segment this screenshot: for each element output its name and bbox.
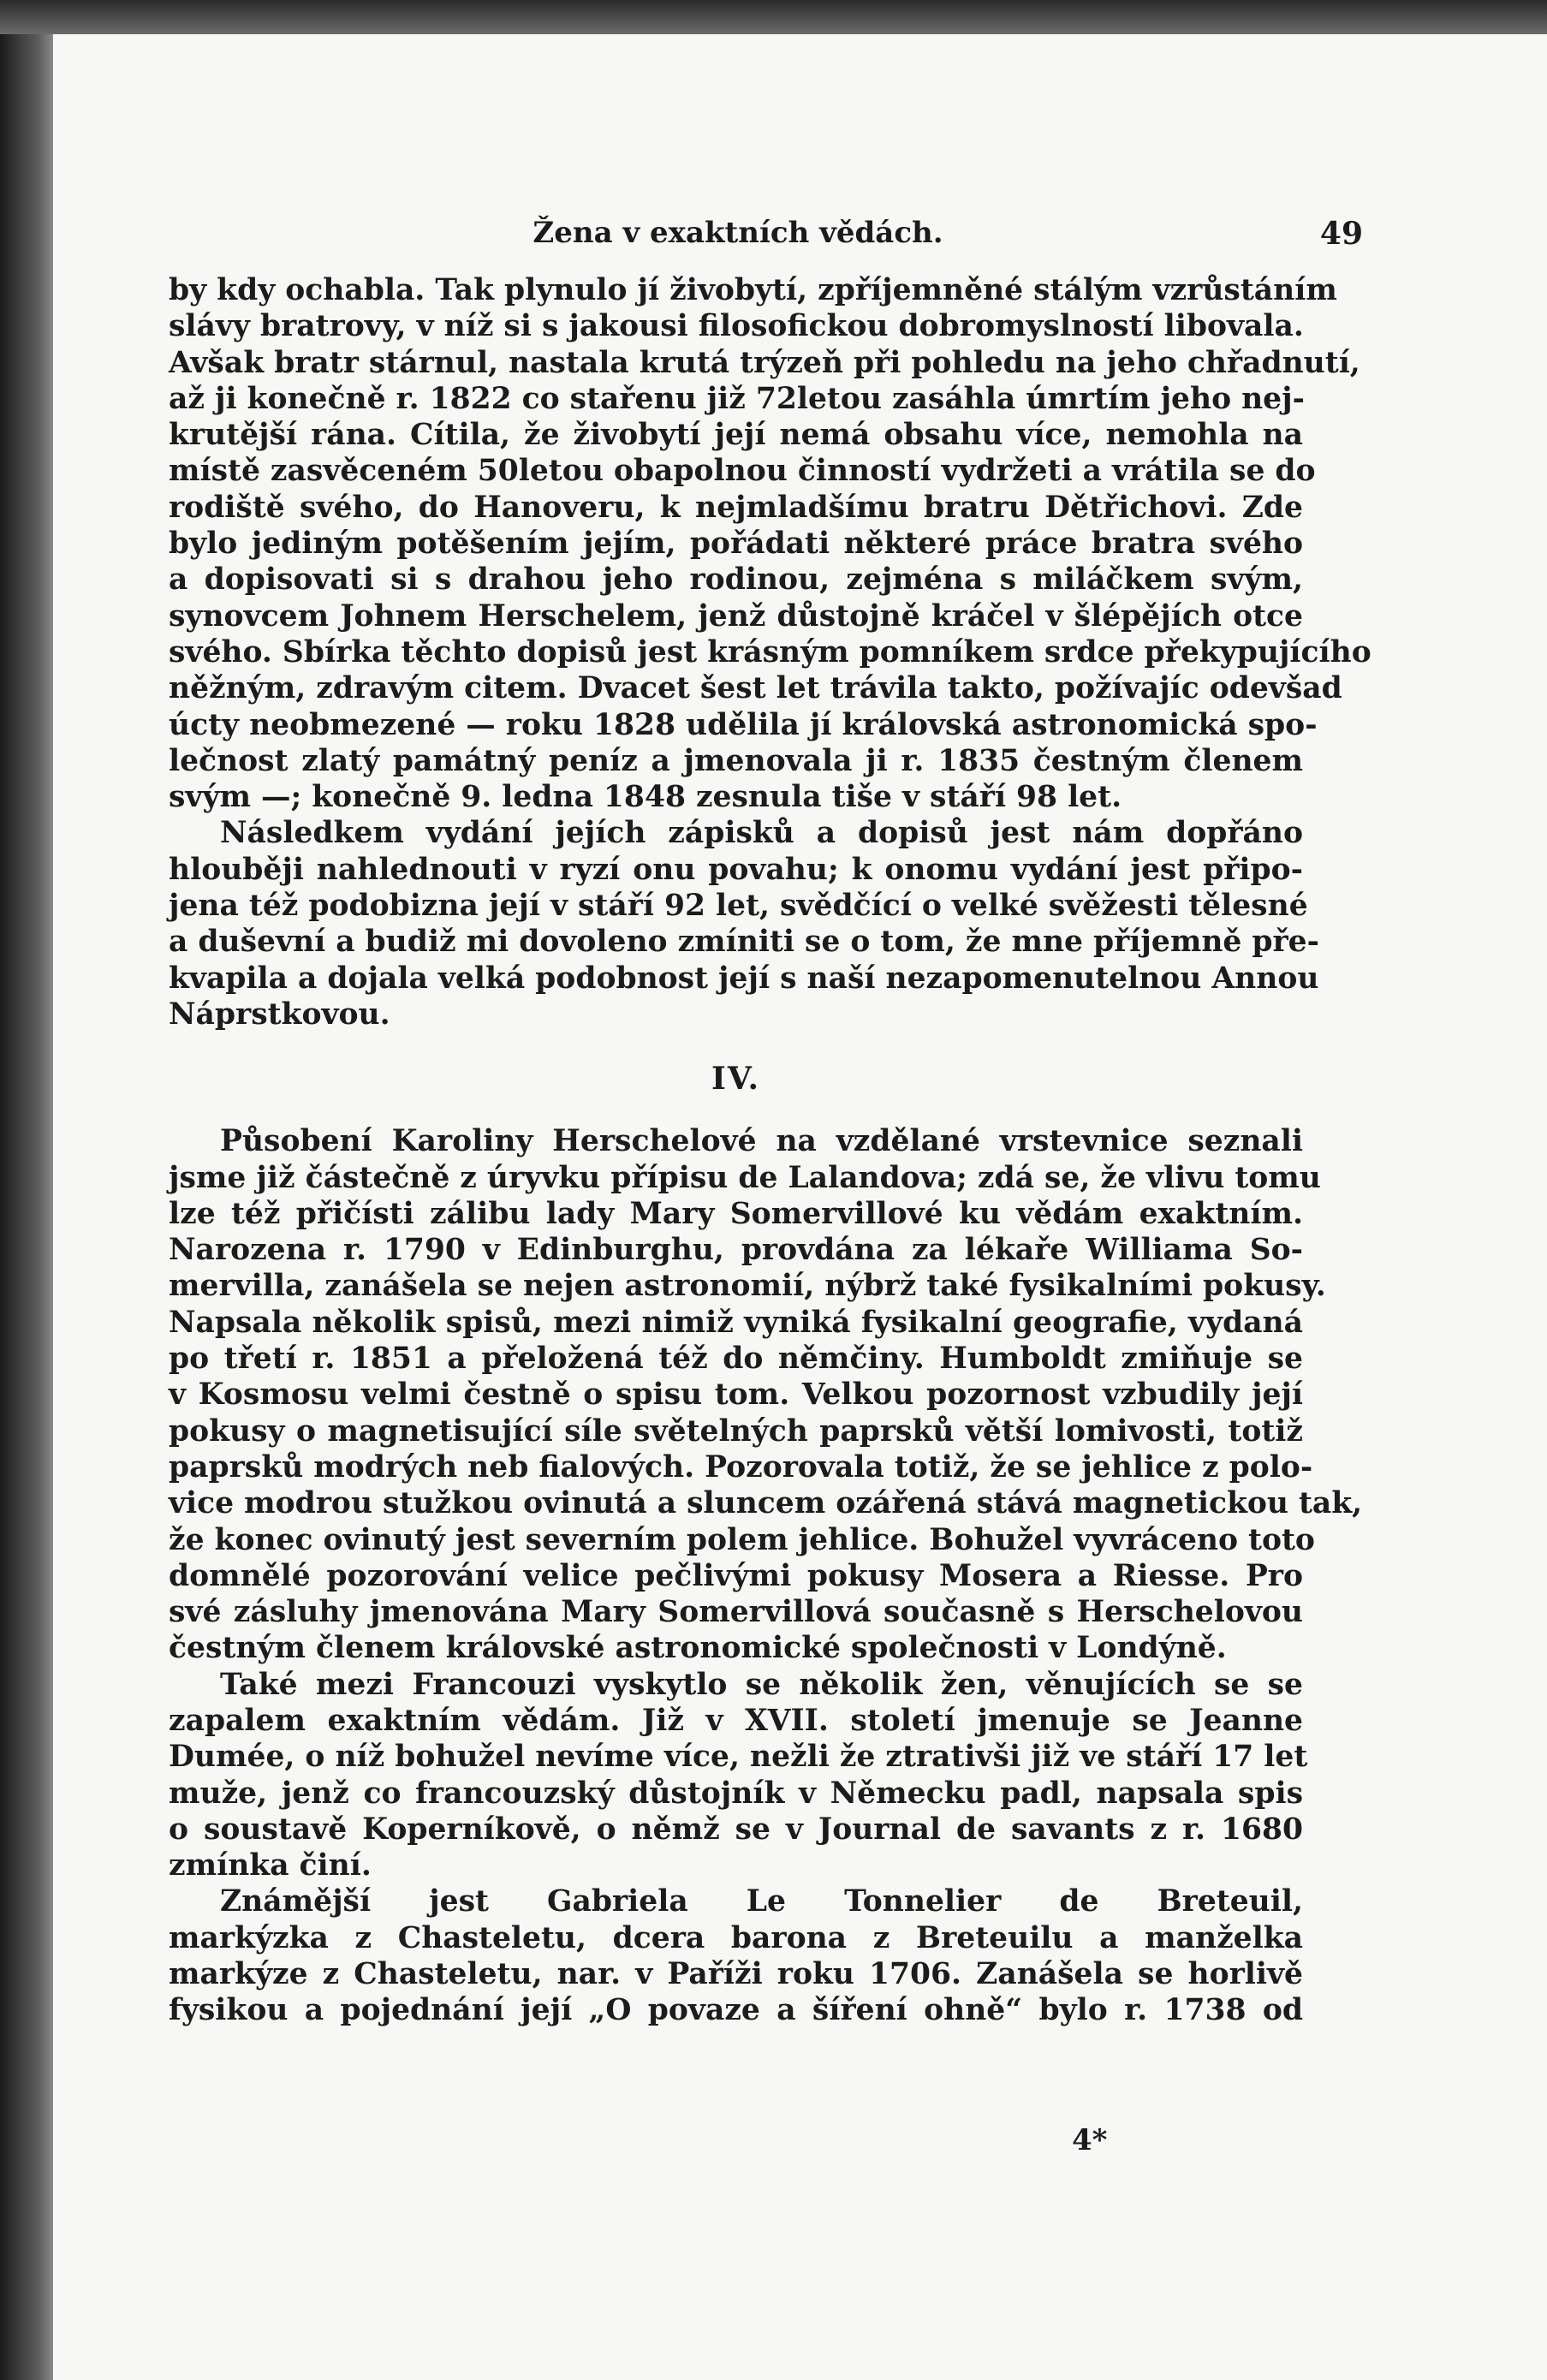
text-line: slávy bratrovy, v níž si s jakousi filosofickou dobromyslností libovala. bbox=[169, 309, 1304, 344]
text-line: domnělé pozorování velice pečlivými pokusy Mosera a Riesse. Pro bbox=[169, 1558, 1303, 1593]
text-line: a duševní a budiž mi dovoleno zmíniti se o tom, že mne příjemně pře- bbox=[169, 925, 1319, 960]
text-line: fysikou a pojednání její „O povaze a šíření ohně“ bylo r. 1738 od bbox=[169, 1993, 1303, 2028]
text-line: o soustavě Koperníkově, o němž se v Journal de savants z r. 1680 bbox=[169, 1812, 1303, 1847]
page-header bbox=[139, 205, 1363, 265]
text-line: mervilla, zanášela se nejen astronomií, nýbrž také fysikalními pokusy. bbox=[169, 1269, 1326, 1304]
text-line: lze též přičísti zálibu lady Mary Somervillové ku vědám exaktním. bbox=[169, 1196, 1303, 1231]
text-line: po třetí r. 1851 a přeložená též do němčiny. Humboldt zmiňuje se bbox=[169, 1342, 1303, 1377]
scan-edge-top bbox=[0, 0, 1547, 34]
text-line: krutější rána. Cítila, že živobytí její nemá obsahu více, nemohla na bbox=[169, 418, 1303, 453]
text-line: vice modrou stužkou ovinutá a sluncem ozářená stává magnetickou tak, bbox=[169, 1486, 1363, 1521]
text-line: rodiště svého, do Hanoveru, k nejmladšímu bratru Dětřichovi. Zde bbox=[169, 490, 1303, 525]
text-line: své zásluhy jmenována Mary Somervillová současně s Herschelovou bbox=[169, 1595, 1303, 1630]
text-line: hlouběji nahlednouti v ryzí onu povahu; k onomu vydání jest připo- bbox=[169, 852, 1303, 887]
text-line: by kdy ochabla. Tak plynulo jí živobytí, zpříjemněné stálým vzrůstáním bbox=[169, 273, 1337, 307]
text-line: zmínka činí. bbox=[169, 1848, 372, 1883]
signature-mark: 4* bbox=[1072, 2123, 1108, 2157]
book-page bbox=[53, 34, 1547, 2380]
text-line: Náprstkovou. bbox=[169, 997, 390, 1032]
body-text bbox=[169, 272, 1371, 2029]
text-line: jsme již částečně z úryvku přípisu de Lalandova; zdá se, že vlivu tomu bbox=[169, 1160, 1321, 1195]
text-line: až ji konečně r. 1822 co stařenu již 72letou zasáhla úmrtím jeho nej- bbox=[169, 381, 1305, 416]
text-line: muže, jenž co francouzský důstojník v Německu padl, napsala spis bbox=[169, 1776, 1303, 1811]
paragraph bbox=[169, 1667, 1308, 1884]
text-line: úcty neobmezené — roku 1828 udělila jí královská astronomická spo- bbox=[169, 707, 1318, 742]
paragraph bbox=[169, 272, 1371, 815]
text-line: bylo jediným potěšením jejím, pořádati některé práce bratra svého bbox=[169, 527, 1303, 562]
text-line: kvapila a dojala velká podobnost její s naší nezapomenutelnou Annou bbox=[169, 961, 1319, 996]
scan-edge-left bbox=[0, 0, 53, 2380]
text-line: Působení Karoliny Herschelové na vzdělané vrstevnice seznali bbox=[220, 1124, 1303, 1159]
text-line: jena též podobizna její v stáří 92 let, svědčící o velké svěžesti tělesné bbox=[169, 889, 1308, 924]
page-number: 49 bbox=[1319, 216, 1363, 252]
text-line: Avšak bratr stárnul, nastala krutá trýzeň při pohledu na jeho chřadnutí, bbox=[169, 345, 1360, 380]
text-line: Narozena r. 1790 v Edinburghu, provdána za lékaře Williama So- bbox=[169, 1233, 1303, 1268]
paragraph bbox=[169, 815, 1319, 1032]
text-line: markýze z Chasteletu, nar. v Paříži roku 1706. Zanášela se horlivě bbox=[169, 1957, 1303, 1992]
text-line: Známější jest Gabriela Le Tonnelier de Breteuil, bbox=[220, 1884, 1303, 1919]
text-line: svým —; konečně 9. ledna 1848 zesnula tiše v stáří 98 let. bbox=[169, 780, 1122, 815]
text-line: markýzka z Chasteletu, dcera barona z Breteuilu a manželka bbox=[169, 1920, 1303, 1955]
running-head: Žena v exaktních vědách. bbox=[533, 216, 943, 250]
text-line: Napsala několik spisů, mezi nimiž vyniká fysikalní geografie, vydaná bbox=[169, 1305, 1303, 1340]
text-line: Následkem vydání jejích zápisků a dopisů jest nám dopřáno bbox=[220, 816, 1303, 851]
paragraph bbox=[169, 1883, 1303, 2028]
text-line: paprsků modrých neb fialových. Pozorovala totiž, že se jehlice z polo- bbox=[169, 1449, 1313, 1485]
text-line: něžným, zdravým citem. Dvacet šest let trávila takto, požívajíc odevšad bbox=[169, 671, 1342, 706]
text-line: že konec ovinutý jest severním polem jehlice. Bohužel vyvráceno toto bbox=[169, 1522, 1315, 1557]
section-heading: IV. bbox=[711, 1061, 760, 1098]
text-line: v Kosmosu velmi čestně o spisu tom. Velkou pozornost vzbudily její bbox=[169, 1377, 1303, 1413]
text-line: Také mezi Francouzi vyskytlo se několik žen, věnujících se se bbox=[220, 1667, 1303, 1702]
text-line: místě zasvěceném 50letou obapolnou činností vydržeti a vrátila se do bbox=[169, 454, 1316, 489]
paragraph bbox=[169, 1123, 1363, 1666]
text-line: pokusy o magnetisující síle světelných paprsků větší lomivosti, totiž bbox=[169, 1413, 1303, 1449]
text-line: synovcem Johnem Herschelem, jenž důstojně kráčel v šlépějích otce bbox=[169, 598, 1303, 634]
text-line: lečnost zlatý památný peníz a jmenovala ji r. 1835 čestným členem bbox=[169, 743, 1303, 778]
text-line: a dopisovati si s drahou jeho rodinou, zejména s miláčkem svým, bbox=[169, 562, 1303, 598]
text-line: svého. Sbírka těchto dopisů jest krásným pomníkem srdce překypujícího bbox=[169, 634, 1371, 669]
text-line: Dumée, o níž bohužel nevíme více, nežli že ztrativši již ve stáří 17 let bbox=[169, 1740, 1308, 1775]
text-line: zapalem exaktním vědám. Již v XVII. století jmenuje se Jeanne bbox=[169, 1703, 1303, 1738]
text-line: čestným členem královské astronomické společnosti v Londýně. bbox=[169, 1631, 1227, 1666]
